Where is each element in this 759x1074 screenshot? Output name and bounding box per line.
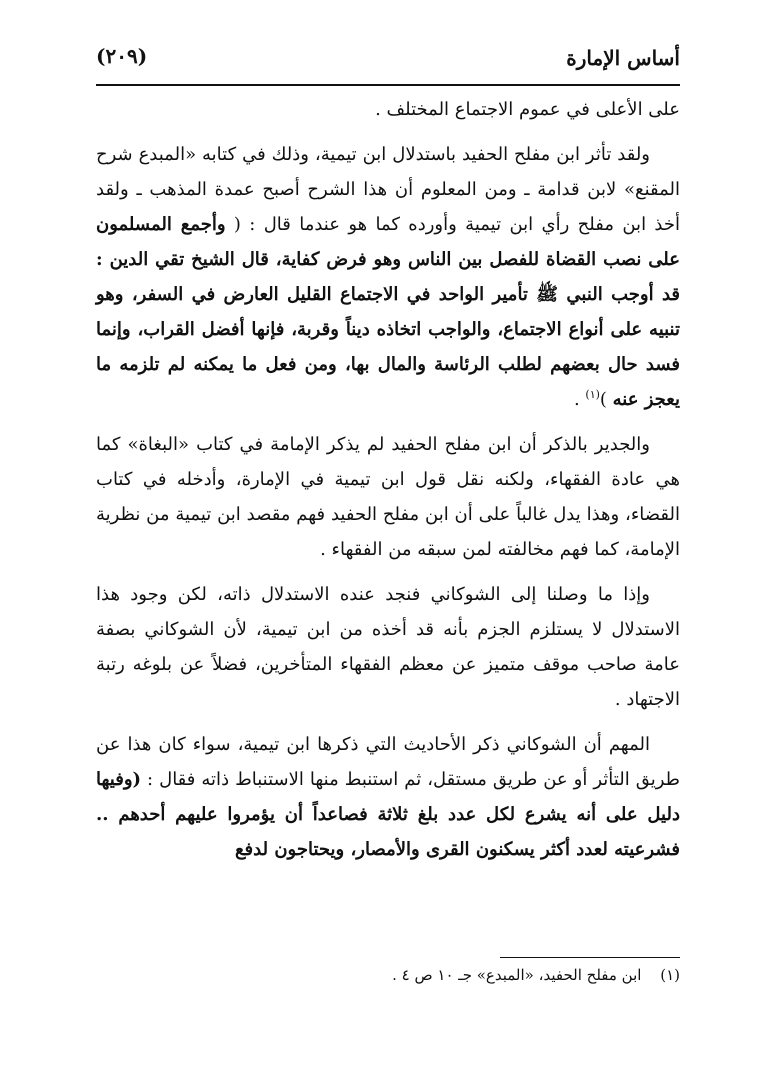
page-header [96, 38, 680, 82]
quoted-text: وأجمع المسلمون على نصب القضاة للفصل بين الناس وهو فرض كفاية، قال الشيخ تقي الدين : قد أوجب النبي ﷺ تأمير الواحد في الاجتماع القليل العارض في السفر، وهو تنبيه على أنواع الاجتماع، والواجب اتخاذه ديناً وقربة، فإنها أفضل القراب، وإنما فسد حال بعضهم لطلب الرئاسة والمال بها، ومن فعل ما يمكنه لم تلزمه ما يعجز عنه [96, 214, 680, 410]
body-text [96, 92, 680, 877]
page-number: (٢٠٩) [96, 44, 148, 68]
paragraph [96, 427, 680, 567]
paragraph-text: وإذا ما وصلنا إلى الشوكاني فنجد عنده الاستدلال ذاته، لكن وجود هذا الاستدلال لا يستلزم الجزم بأنه قد أخذه من ابن تيمية، لأن الشوكاني بصفة عامة صاحب موقف متميز عن معظم الفقهاء المتأخرين، فضلاً عن بلوغه رتبة الاجتهاد . [96, 584, 680, 710]
footnote-text: ابن مفلح الحفيد، «المبدع» جـ ١٠ ص ٤ . [392, 966, 642, 984]
paragraph-text: ) [599, 389, 613, 410]
paragraph-text: ولقد تأثر ابن مفلح الحفيد باستدلال ابن تيمية، وذلك في كتابه «المبدع شرح المقنع» لابن قدامة ـ ومن المعلوم أن هذا الشرح أصبح عمدة المذهب ـ ولقد أخذ ابن مفلح رأي ابن تيمية وأورده كما هو عندما قال : ( [96, 144, 681, 235]
paragraph-text: على الأعلى في عموم الاجتماع المختلف . [375, 99, 680, 120]
quoted-text: (وفيها دليل على أنه يشرع لكل عدد بلغ ثلاثة فصاعداً أن يؤمروا عليهم أحدهم .. فشرعيته لعدد أكثر يسكنون القرى والأمصار، ويحتاجون لدفع [96, 769, 680, 860]
header-rule [96, 84, 680, 86]
paragraph-text: . [573, 389, 586, 410]
paragraph [96, 137, 680, 417]
footnote-number: (١) [660, 966, 680, 984]
paragraph [96, 727, 680, 867]
paragraph-text: المهم أن الشوكاني ذكر الأحاديث التي ذكرها ابن تيمية، سواء كان هذا عن طريق التأثر أو عن طريق مستقل، ثم استنبط منها الاستنباط ذاته فقال : [96, 734, 680, 790]
footnote-reference: (١) [585, 388, 600, 401]
footnote-rule [500, 957, 680, 958]
paragraph-text: والجدير بالذكر أن ابن مفلح الحفيد لم يذكر الإمامة في كتاب «البغاة» كما هي عادة الفقهاء، ولكنه نقل قول ابن تيمية في الإمارة، وأدخله في كتاب القضاء، وهذا يدل غالباً على أن ابن مفلح الحفيد فهم مقصد ابن تيمية من نظرية الإمامة، كما فهم مخالفته لمن سبقه من الفقهاء . [96, 434, 680, 560]
paragraph [96, 92, 680, 127]
paragraph [96, 577, 680, 717]
footnote [96, 964, 680, 986]
running-head: أساس الإمارة [566, 46, 680, 70]
